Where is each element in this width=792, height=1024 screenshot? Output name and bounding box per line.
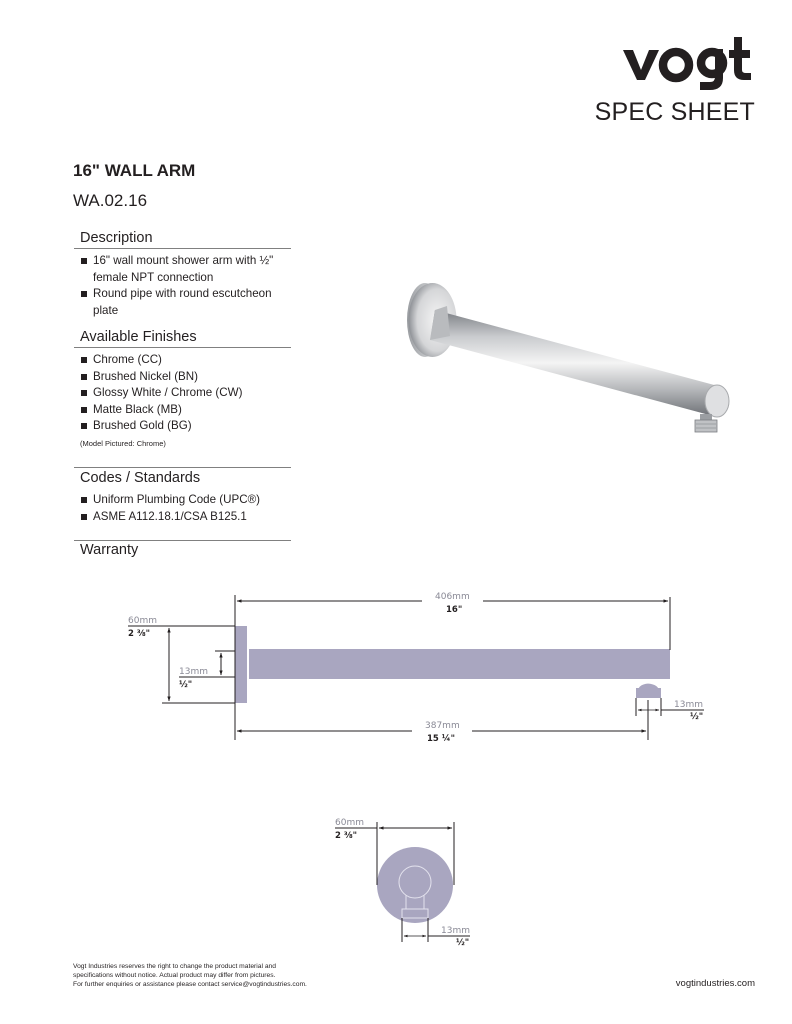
list-item: Brushed Nickel (BN) — [78, 369, 291, 386]
svg-text:15 ¼": 15 ¼" — [427, 734, 456, 744]
section-heading: Description — [74, 229, 291, 249]
warranty-section — [78, 540, 291, 560]
product-photo — [395, 268, 740, 443]
list-item: Glossy White / Chrome (CW) — [78, 385, 291, 402]
svg-text:½": ½" — [690, 712, 704, 722]
product-name: 16" WALL ARM — [73, 161, 196, 180]
svg-text:16": 16" — [446, 605, 463, 615]
svg-text:2 ⅜": 2 ⅜" — [335, 831, 358, 841]
list-item: 16" wall mount shower arm with ½" female NPT connection — [78, 253, 291, 286]
svg-text:13mm: 13mm — [441, 926, 470, 936]
section-heading: Available Finishes — [74, 328, 291, 348]
section-heading: Warranty — [74, 540, 291, 560]
svg-text:½": ½" — [179, 680, 193, 690]
disclaimer-line: For further enquiries or assistance please contact service@vogtindustries.com. — [73, 981, 307, 988]
page-title: SPEC SHEET — [594, 98, 755, 126]
svg-text:13mm: 13mm — [674, 700, 703, 710]
model-note: (Model Pictured: Chrome) — [80, 438, 166, 448]
svg-text:2 ⅜": 2 ⅜" — [128, 629, 151, 639]
description-list — [78, 253, 291, 319]
vogt-logo-icon — [620, 32, 760, 94]
list-item: Brushed Gold (BG) — [78, 418, 291, 435]
shower-arm-image — [395, 268, 740, 443]
svg-text:60mm: 60mm — [335, 818, 364, 828]
list-item: Matte Black (MB) — [78, 402, 291, 419]
list-item: ASME A112.18.1/CSA B125.1 — [78, 509, 291, 526]
footer-disclaimer — [73, 962, 307, 989]
finishes-section — [78, 328, 291, 448]
disclaimer-line: Vogt Industries reserves the right to change the product material and — [73, 963, 276, 970]
svg-text:13mm: 13mm — [179, 667, 208, 677]
codes-list — [78, 492, 291, 525]
front-view-drawing — [335, 818, 470, 948]
vogt-logo — [620, 32, 760, 94]
section-heading: Codes / Standards — [74, 467, 291, 488]
list-item: Round pipe with round escutcheon plate — [78, 286, 291, 319]
website-link[interactable]: vogtindustries.com — [675, 978, 755, 989]
codes-section — [78, 467, 291, 525]
list-item: Uniform Plumbing Code (UPC®) — [78, 492, 291, 509]
list-item: Chrome (CC) — [78, 352, 291, 369]
description-section — [78, 229, 291, 319]
svg-text:387mm: 387mm — [425, 721, 460, 731]
svg-text:406mm: 406mm — [435, 592, 470, 602]
svg-text:60mm: 60mm — [128, 616, 157, 626]
product-code: WA.02.16 — [73, 191, 148, 210]
finishes-list — [78, 352, 291, 435]
svg-text:½": ½" — [456, 938, 470, 948]
side-view-drawing — [128, 592, 704, 744]
disclaimer-line: specifications without notice. Actual product may differ from pictures. — [73, 972, 276, 979]
